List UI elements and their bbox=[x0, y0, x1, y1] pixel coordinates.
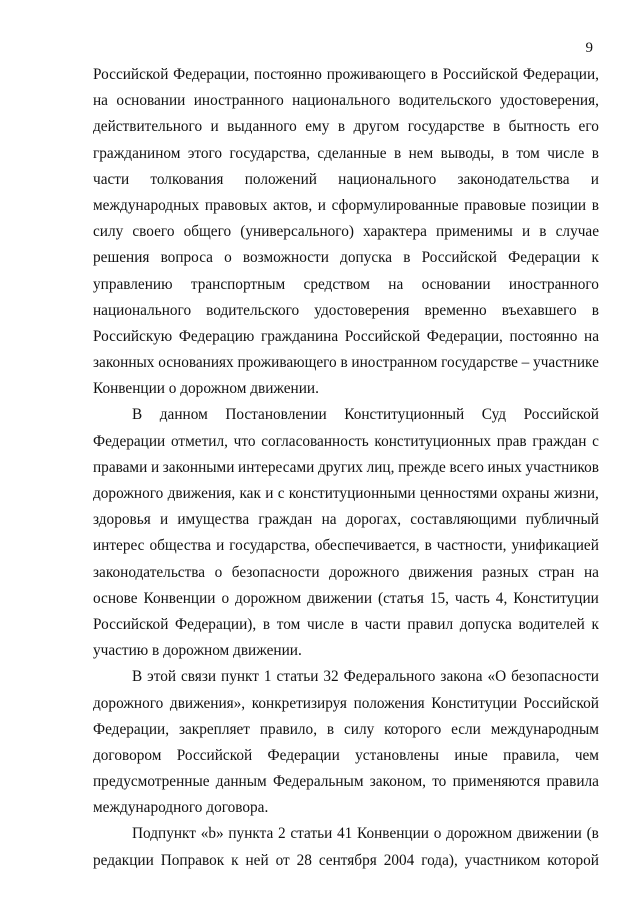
word: другом bbox=[353, 118, 400, 136]
word: силу bbox=[344, 720, 375, 738]
word: силу bbox=[93, 223, 124, 241]
word: ценностями bbox=[419, 485, 498, 502]
word: данным bbox=[215, 773, 267, 791]
word: иностранном bbox=[351, 354, 438, 372]
word: редакции bbox=[93, 851, 154, 869]
word: Постановлении bbox=[225, 406, 327, 424]
word: в bbox=[340, 354, 348, 372]
word: позиции bbox=[531, 196, 587, 214]
word: других bbox=[317, 458, 363, 476]
word: прав bbox=[496, 432, 527, 450]
word: о bbox=[433, 825, 442, 843]
word: – bbox=[521, 354, 530, 372]
word: Федерации, bbox=[522, 66, 599, 83]
word: правил bbox=[407, 615, 454, 633]
word: Конституции bbox=[513, 589, 599, 607]
word: как bbox=[239, 485, 261, 502]
word: стран bbox=[538, 563, 575, 581]
word: здоровья bbox=[93, 511, 151, 529]
word: проживающего bbox=[326, 66, 426, 83]
word: транспортным bbox=[190, 275, 286, 293]
text-line bbox=[93, 821, 599, 847]
word: общества bbox=[149, 537, 212, 555]
word: Российской bbox=[421, 249, 497, 267]
word: Федерацию bbox=[178, 327, 255, 345]
word: правовые bbox=[464, 196, 526, 214]
word: которой bbox=[547, 851, 599, 869]
text-line bbox=[93, 455, 599, 481]
word: закрепляет bbox=[178, 720, 250, 738]
text-line bbox=[93, 324, 599, 350]
text-line bbox=[93, 298, 599, 324]
word: дорожном bbox=[235, 589, 302, 607]
word: Федерации, bbox=[93, 720, 170, 738]
text-line bbox=[93, 769, 599, 795]
word: удостоверения bbox=[314, 301, 410, 319]
word: государстве bbox=[441, 354, 518, 372]
text-line bbox=[93, 193, 599, 219]
word: в bbox=[350, 615, 358, 633]
word: законодательства bbox=[93, 563, 206, 581]
word: в bbox=[393, 144, 402, 162]
word: «О bbox=[487, 668, 507, 686]
word: данном bbox=[159, 406, 208, 424]
word: частности, bbox=[436, 537, 507, 555]
word: В bbox=[132, 668, 143, 686]
word: жизни, bbox=[553, 485, 599, 502]
word: граждан bbox=[532, 432, 587, 450]
word: обеспечивается, bbox=[314, 537, 420, 555]
word: национального bbox=[93, 301, 192, 319]
word: ему bbox=[305, 118, 330, 136]
word: иные bbox=[454, 746, 488, 764]
word: Российской bbox=[523, 406, 599, 424]
word: Российской bbox=[523, 694, 599, 712]
word: бытность bbox=[508, 118, 571, 136]
text-line bbox=[93, 586, 599, 612]
word: своего bbox=[132, 223, 175, 241]
word: прежде bbox=[398, 458, 446, 476]
word: (статья bbox=[378, 589, 424, 607]
text-line bbox=[93, 141, 599, 167]
word: В bbox=[132, 406, 143, 424]
word: государства, bbox=[229, 144, 310, 162]
word: к bbox=[591, 249, 599, 267]
word: всего bbox=[449, 458, 484, 476]
word: граждан bbox=[258, 511, 313, 529]
paragraph bbox=[93, 664, 599, 821]
word: связи bbox=[181, 668, 217, 686]
word: движении bbox=[307, 589, 373, 607]
word: на bbox=[388, 275, 404, 293]
word: 41 bbox=[337, 825, 353, 843]
word: Федеральным bbox=[272, 773, 364, 791]
word: сентября bbox=[318, 851, 377, 869]
text-line bbox=[93, 848, 599, 874]
word: интерес bbox=[93, 537, 145, 555]
word: правила, bbox=[503, 746, 560, 764]
word: в bbox=[337, 118, 346, 136]
word: и bbox=[150, 458, 160, 476]
word: чем bbox=[574, 746, 599, 764]
word: на bbox=[584, 327, 599, 345]
word: удостоверения, bbox=[499, 92, 599, 110]
word: основании bbox=[421, 275, 491, 293]
word: допуска bbox=[340, 249, 393, 267]
word: Конвенции bbox=[143, 589, 216, 607]
word: национального bbox=[292, 92, 391, 110]
word: том bbox=[516, 144, 540, 162]
word: публичный bbox=[525, 511, 599, 529]
word: участников bbox=[525, 458, 599, 476]
word: в bbox=[539, 223, 547, 241]
word: иностранного bbox=[193, 92, 284, 110]
text-line bbox=[93, 219, 599, 245]
word: пункта bbox=[228, 825, 274, 843]
word: статьи bbox=[276, 668, 319, 686]
word: международным bbox=[490, 720, 599, 738]
word: проживающего bbox=[237, 354, 337, 372]
word: (универсального) bbox=[240, 223, 354, 241]
word: иных bbox=[487, 458, 522, 476]
word: охраны bbox=[501, 485, 550, 502]
word: части bbox=[93, 170, 130, 188]
word: (в bbox=[586, 825, 599, 843]
word: и bbox=[216, 537, 225, 555]
word: имущества bbox=[177, 511, 250, 529]
word: в bbox=[493, 118, 501, 136]
word: движения, bbox=[167, 485, 236, 502]
word: движения», bbox=[169, 694, 246, 712]
word: применимы bbox=[436, 223, 513, 241]
word: Суд bbox=[481, 406, 507, 424]
word: Конституции bbox=[431, 694, 517, 712]
word: статьи bbox=[290, 825, 333, 843]
word: Конституционный bbox=[344, 406, 465, 424]
word: Конвенции bbox=[357, 825, 429, 843]
word: средством bbox=[303, 275, 370, 293]
word: и bbox=[210, 118, 219, 136]
text-line bbox=[93, 167, 599, 193]
word: общего bbox=[183, 223, 232, 241]
text-line bbox=[93, 88, 599, 114]
word: вопроса bbox=[160, 249, 213, 267]
word: его bbox=[578, 118, 599, 136]
text-line bbox=[93, 350, 599, 376]
word: дорожном bbox=[446, 825, 513, 843]
word: выводы, bbox=[440, 144, 495, 162]
word: 15, bbox=[429, 589, 449, 607]
word: то bbox=[432, 773, 447, 791]
word: конкретизируя bbox=[251, 694, 347, 712]
word: Федерации, bbox=[426, 327, 503, 345]
word: иностранного bbox=[508, 275, 599, 293]
word: Федерального bbox=[343, 668, 436, 686]
word: актов, bbox=[272, 196, 313, 214]
word: конституционными bbox=[288, 485, 416, 502]
word: которого bbox=[384, 720, 442, 738]
word: основании bbox=[116, 92, 186, 110]
text-line bbox=[93, 402, 599, 428]
word: дорожного bbox=[93, 485, 164, 502]
word: Подпункт bbox=[132, 825, 196, 843]
word: пункт bbox=[221, 668, 259, 686]
word: этого bbox=[187, 144, 223, 162]
word: водительского bbox=[206, 301, 300, 319]
page-number: 9 bbox=[585, 40, 593, 56]
text-line bbox=[93, 245, 599, 271]
word: постоянно bbox=[509, 327, 578, 345]
word: договором bbox=[93, 746, 162, 764]
text-line: участию в дорожном движении. bbox=[93, 642, 302, 660]
word: постоянно bbox=[254, 66, 322, 83]
word: этой bbox=[147, 668, 177, 686]
word: о bbox=[214, 563, 223, 581]
text-line bbox=[93, 481, 599, 507]
word: конституционных bbox=[374, 432, 492, 450]
word: характера bbox=[363, 223, 427, 241]
word: в bbox=[430, 66, 438, 83]
word: законных bbox=[93, 354, 155, 372]
word: участником bbox=[464, 851, 541, 869]
word: дорогах, bbox=[345, 511, 402, 529]
word: что bbox=[233, 432, 256, 450]
word: 2 bbox=[278, 825, 286, 843]
word: законодательства bbox=[457, 170, 570, 188]
word: предусмотренные bbox=[93, 773, 210, 791]
word: числе bbox=[306, 615, 345, 633]
word: если bbox=[451, 720, 481, 738]
word: Поправок bbox=[160, 851, 225, 869]
word: применяются bbox=[452, 773, 541, 791]
word: правило, bbox=[259, 720, 318, 738]
word: в bbox=[262, 615, 271, 633]
word: международных bbox=[93, 196, 200, 214]
word: Российской bbox=[176, 746, 253, 764]
word: составляющими bbox=[410, 511, 517, 529]
word: безопасности bbox=[511, 668, 599, 686]
word: на bbox=[93, 92, 108, 110]
word: выданного bbox=[227, 118, 297, 136]
word: положений bbox=[244, 170, 317, 188]
word: основаниях bbox=[158, 354, 234, 372]
word: и bbox=[590, 170, 599, 188]
word: том bbox=[276, 615, 301, 633]
word: интересами bbox=[238, 458, 315, 476]
word: действительного bbox=[93, 118, 203, 136]
word: решения bbox=[93, 249, 150, 267]
text-line: международного договора. bbox=[93, 799, 269, 817]
paragraph bbox=[93, 62, 599, 402]
text-line bbox=[93, 507, 599, 533]
word: числе bbox=[547, 144, 585, 162]
word: в bbox=[501, 144, 509, 162]
word: возможности bbox=[242, 249, 329, 267]
word: «b» bbox=[200, 825, 224, 843]
word: 1 bbox=[263, 668, 272, 686]
text-line bbox=[93, 429, 599, 455]
word: Российской bbox=[93, 615, 169, 633]
word: ней bbox=[245, 851, 269, 869]
word: национального bbox=[338, 170, 437, 188]
text-line bbox=[93, 560, 599, 586]
word: лиц, bbox=[366, 458, 395, 476]
text-line bbox=[93, 533, 599, 559]
word: дорожного bbox=[93, 694, 164, 712]
text-line bbox=[93, 743, 599, 769]
word: в bbox=[424, 537, 432, 555]
word: на bbox=[584, 563, 599, 581]
word: дорожного bbox=[329, 563, 400, 581]
word: законом, bbox=[369, 773, 426, 791]
text-line bbox=[93, 664, 599, 690]
word: отметил, bbox=[170, 432, 228, 450]
text-line bbox=[93, 62, 599, 88]
word: управлению bbox=[93, 275, 173, 293]
word: с bbox=[592, 432, 599, 450]
word: движения bbox=[408, 563, 473, 581]
word: положения bbox=[353, 694, 425, 712]
word: в bbox=[403, 249, 411, 267]
word: к bbox=[591, 615, 599, 633]
word: сделанные bbox=[317, 144, 387, 162]
word: водительского bbox=[398, 92, 492, 110]
text-line bbox=[93, 272, 599, 298]
word: с bbox=[277, 485, 285, 502]
paragraph bbox=[93, 402, 599, 664]
word: Федерации bbox=[508, 249, 581, 267]
word: основе bbox=[93, 589, 138, 607]
word: въехавшего bbox=[501, 301, 577, 319]
word: 28 bbox=[296, 851, 312, 869]
word: Федерации bbox=[267, 746, 340, 764]
text-line bbox=[93, 691, 599, 717]
word: унификацией bbox=[511, 537, 599, 555]
word: 32 bbox=[323, 668, 339, 686]
word: о bbox=[224, 249, 232, 267]
paragraph bbox=[93, 821, 599, 873]
word: к bbox=[231, 851, 239, 869]
word: Федерации, bbox=[173, 66, 250, 83]
word: и bbox=[317, 196, 326, 214]
word: в bbox=[591, 301, 599, 319]
word: в bbox=[591, 144, 599, 162]
body-text bbox=[93, 62, 599, 874]
word: и bbox=[265, 485, 274, 502]
word: закона bbox=[440, 668, 483, 686]
word: Федерации), bbox=[175, 615, 257, 633]
word: Федерации bbox=[93, 432, 166, 450]
word: разных bbox=[482, 563, 529, 581]
word: государства, bbox=[229, 537, 310, 555]
text-line bbox=[93, 114, 599, 140]
word: допуска bbox=[459, 615, 512, 633]
word: в bbox=[326, 720, 335, 738]
word: Российскую bbox=[93, 327, 173, 345]
word: и bbox=[521, 223, 531, 241]
word: участнике bbox=[533, 354, 599, 372]
word: правовых bbox=[204, 196, 268, 214]
text-line bbox=[93, 717, 599, 743]
word: года), bbox=[421, 851, 458, 869]
word: безопасности bbox=[231, 563, 320, 581]
word: гражданина bbox=[260, 327, 339, 345]
word: сформулированные bbox=[331, 196, 459, 214]
word: от bbox=[275, 851, 290, 869]
word: толкования bbox=[150, 170, 224, 188]
word: о bbox=[221, 589, 230, 607]
word: Российской bbox=[344, 327, 421, 345]
word: согласованность bbox=[261, 432, 369, 450]
word: установлены bbox=[355, 746, 439, 764]
word: водителей bbox=[518, 615, 585, 633]
word: законными bbox=[162, 458, 235, 476]
word: части bbox=[364, 615, 401, 633]
word: временно bbox=[424, 301, 487, 319]
word: на bbox=[321, 511, 337, 529]
word: Российской bbox=[442, 66, 519, 83]
text-line bbox=[93, 612, 599, 638]
word: часть bbox=[454, 589, 490, 607]
word: правила bbox=[546, 773, 599, 791]
word: 2004 bbox=[383, 851, 415, 869]
word: случае bbox=[555, 223, 599, 241]
word: и bbox=[159, 511, 169, 529]
word: правами bbox=[93, 458, 148, 476]
word: движении bbox=[516, 825, 582, 843]
word: гражданином bbox=[93, 144, 181, 162]
word: нем bbox=[408, 144, 434, 162]
text-line: Конвенции о дорожном движении. bbox=[93, 380, 319, 398]
word: Российской bbox=[93, 66, 169, 83]
word: государстве bbox=[407, 118, 485, 136]
word: 4, bbox=[495, 589, 508, 607]
word: в bbox=[591, 196, 599, 214]
